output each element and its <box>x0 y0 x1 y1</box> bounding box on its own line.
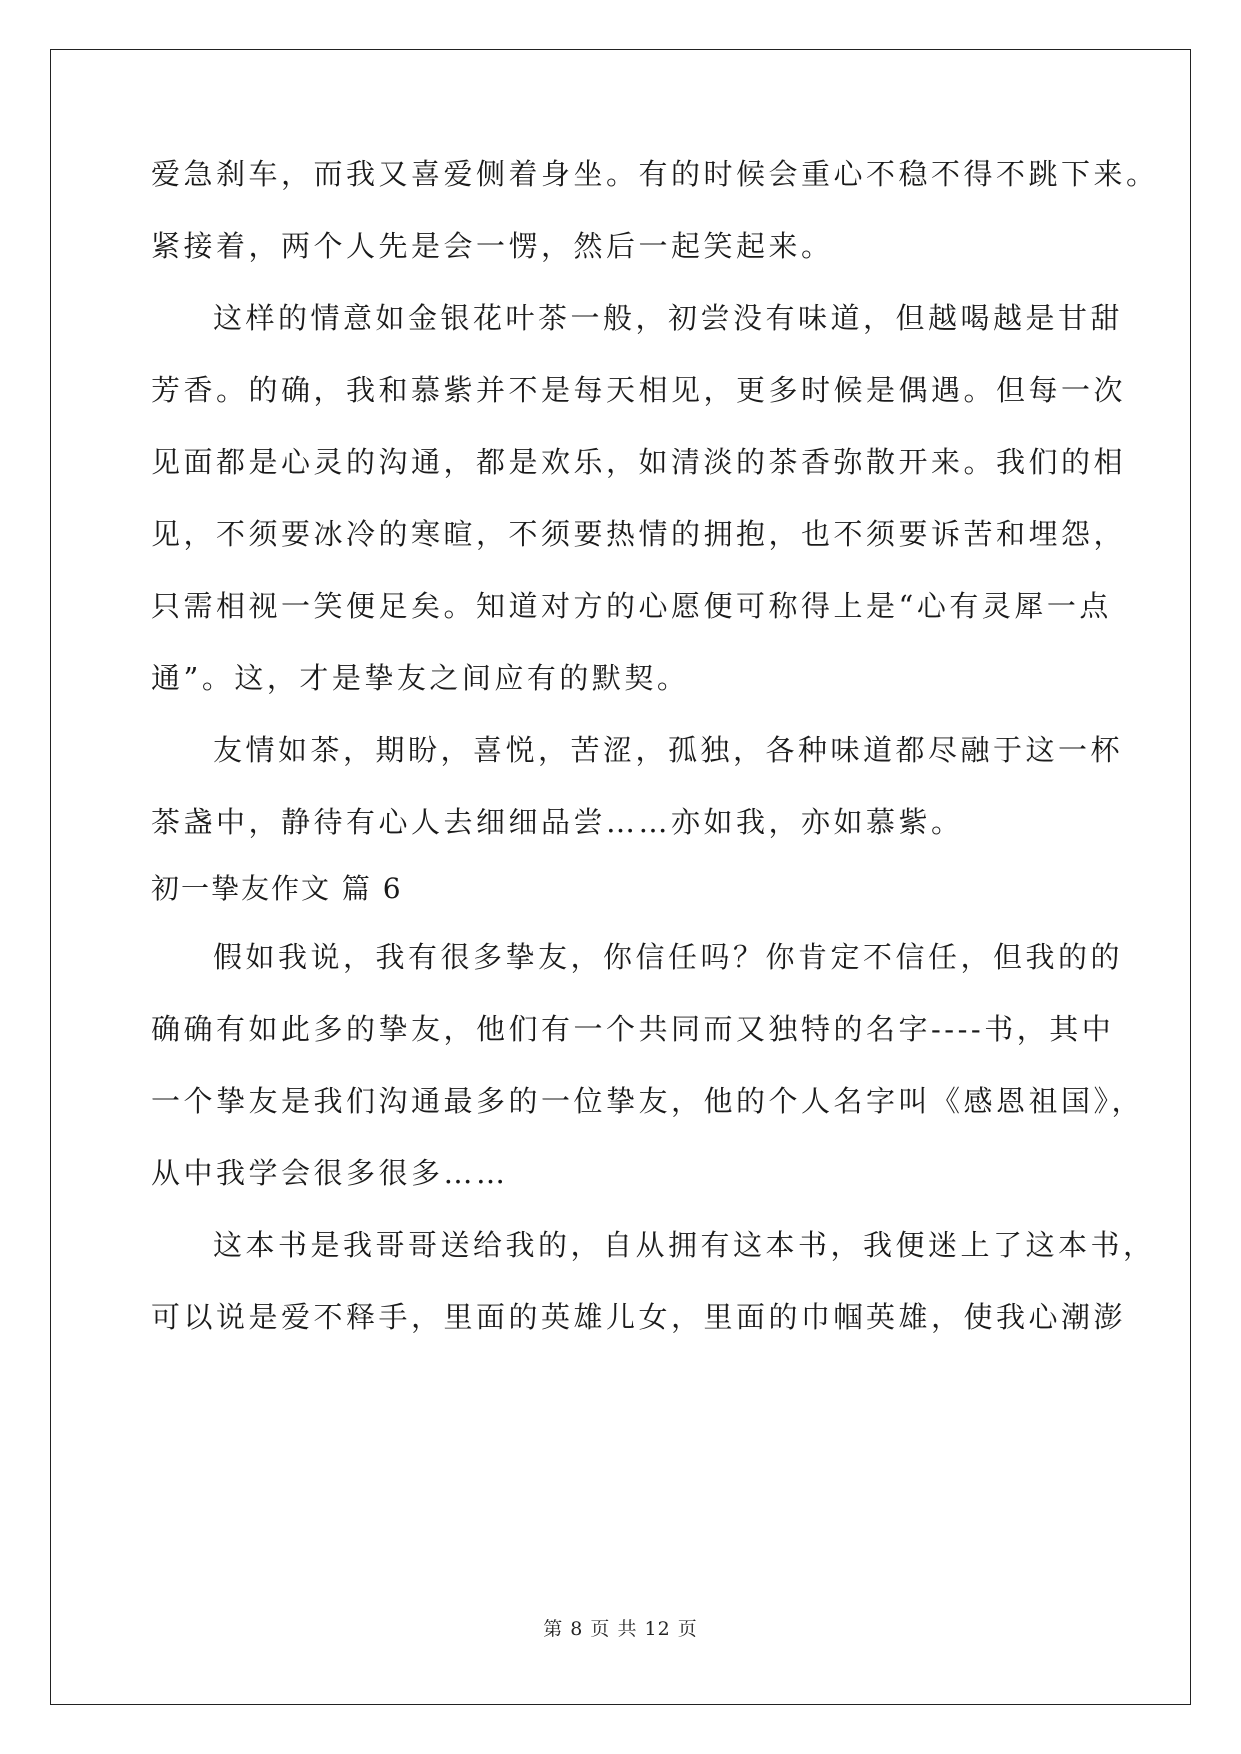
paragraph-line: 这本书是我哥哥送给我的，自从拥有这本书，我便迷上了这本书， <box>213 1228 1156 1262</box>
paragraph-line: 通”。这，才是挚友之间应有的默契。 <box>151 661 690 695</box>
page-number-footer: 第 8 页 共 12 页 <box>543 1618 698 1640</box>
paragraph-line: 从中我学会很多很多…… <box>151 1156 509 1190</box>
paragraph-line: 茶盏中，静待有心人去细细品尝……亦如我，亦如慕紫。 <box>151 805 964 839</box>
paragraph-line: 这样的情意如金银花叶茶一般，初尝没有味道，但越喝越是甘甜 <box>213 301 1124 335</box>
paragraph-line: 可以说是爱不释手，里面的英雄儿女，里面的巾帼英雄，使我心潮澎 <box>151 1300 1127 1334</box>
paragraph-line: 确确有如此多的挚友，他们有一个共同而又独特的名字----书，其中 <box>151 1012 1115 1046</box>
paragraph-line: 友情如茶，期盼，喜悦，苦涩，孤独，各种味道都尽融于这一杯 <box>213 733 1124 767</box>
paragraph-line: 爱急刹车，而我又喜爱侧着身坐。有的时候会重心不稳不得不跳下来。 <box>151 157 1159 191</box>
paragraph-line: 假如我说，我有很多挚友，你信任吗？你肯定不信任，但我的的 <box>213 940 1124 974</box>
paragraph-line: 只需相视一笑便足矣。知道对方的心愿便可称得上是“心有灵犀一点 <box>151 589 1112 623</box>
paragraph-line: 一个挚友是我们沟通最多的一位挚友，他的个人名字叫《感恩祖国》， <box>151 1084 1145 1118</box>
paragraph-line: 紧接着，两个人先是会一愣，然后一起笑起来。 <box>151 229 834 263</box>
section-heading: 初一挚友作文 篇 6 <box>151 872 403 905</box>
paragraph-line: 芳香。的确，我和慕紫并不是每天相见，更多时候是偶遇。但每一次 <box>151 373 1127 407</box>
paragraph-line: 见面都是心灵的沟通，都是欢乐，如清淡的茶香弥散开来。我们的相 <box>151 445 1127 479</box>
paragraph-line: 见，不须要冰冷的寒暄，不须要热情的拥抱，也不须要诉苦和埋怨， <box>151 517 1127 551</box>
